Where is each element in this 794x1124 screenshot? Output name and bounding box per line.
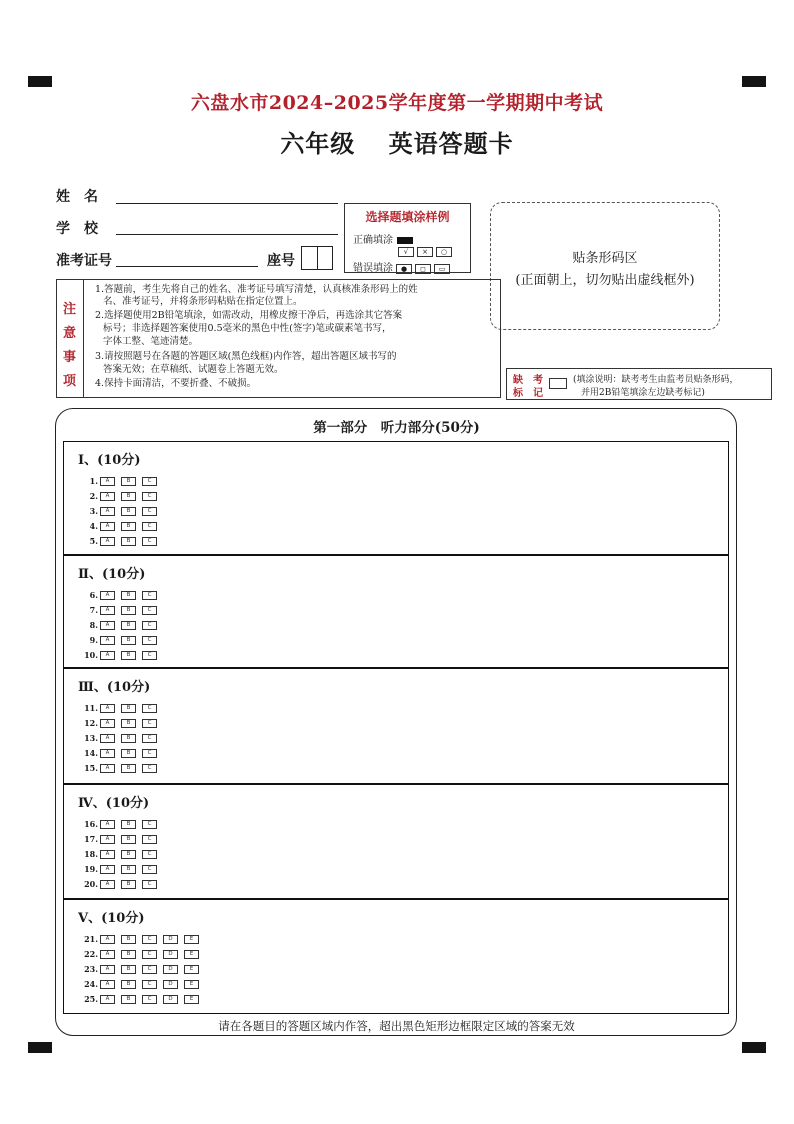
seat-number-box[interactable] (301, 246, 333, 270)
answer-bubble[interactable]: B (121, 950, 136, 959)
question-row (84, 505, 163, 517)
answer-bubble[interactable]: B (121, 591, 136, 600)
question-row (84, 535, 163, 547)
answer-bubble[interactable]: D (163, 965, 178, 974)
absent-mark-box (506, 368, 772, 400)
section-title: Ⅱ、(10分) (78, 567, 146, 582)
part1-title: 第一部分 听力部分(50分) (313, 420, 480, 436)
answer-bubble[interactable]: C (142, 492, 157, 501)
answer-bubble[interactable]: A (100, 704, 115, 713)
answer-bubble[interactable]: C (142, 734, 157, 743)
answer-bubble[interactable]: B (121, 865, 136, 874)
absent-label-2: 标 记 (513, 388, 543, 399)
registration-mark-bottom-right (742, 1042, 766, 1053)
answer-bubble[interactable]: C (142, 880, 157, 889)
answer-bubble[interactable]: E (184, 980, 199, 989)
answer-bubble[interactable]: A (100, 477, 115, 486)
answer-bubble[interactable]: D (163, 950, 178, 959)
answer-bubble[interactable]: C (142, 980, 157, 989)
answer-bubble[interactable]: A (100, 935, 115, 944)
answer-bubble[interactable]: D (163, 935, 178, 944)
answer-bubble[interactable]: C (142, 764, 157, 773)
answer-bubble[interactable]: E (184, 935, 199, 944)
question-number: 11. (84, 703, 98, 713)
answer-bubble[interactable]: C (142, 704, 157, 713)
answer-bubble[interactable]: B (121, 965, 136, 974)
question-row (84, 649, 163, 661)
question-number: 7. (89, 605, 98, 615)
question-number: 8. (89, 620, 98, 630)
answer-bubble[interactable]: B (121, 820, 136, 829)
answer-bubble[interactable]: C (142, 820, 157, 829)
barcode-title: 贴条形码区 (572, 251, 638, 266)
question-row (84, 717, 163, 729)
seat-box-divider (317, 247, 318, 269)
answer-bubble[interactable]: A (100, 850, 115, 859)
absent-instruction-2: 并用2B铅笔填涂左边缺考标记) (581, 388, 705, 398)
answer-bubble[interactable]: B (121, 507, 136, 516)
fill-sample-box (344, 203, 471, 273)
question-number: 4. (89, 521, 98, 531)
answer-bubble[interactable]: B (121, 492, 136, 501)
question-row (84, 490, 163, 502)
question-row (84, 762, 163, 774)
answer-bubble[interactable]: B (121, 522, 136, 531)
answer-bubble[interactable]: A (100, 980, 115, 989)
answer-bubble[interactable]: B (121, 995, 136, 1004)
answer-bubble[interactable]: A (100, 621, 115, 630)
answer-bubble[interactable]: B (121, 704, 136, 713)
wrong-fill-label: 错误填涂 (353, 263, 393, 274)
answer-bubble[interactable]: E (184, 965, 199, 974)
question-number: 1. (89, 476, 98, 486)
question-row (84, 993, 205, 1005)
exam-id-field[interactable] (116, 266, 258, 267)
wrong-mark-circle-icon: ○ (436, 247, 452, 257)
question-number: 18. (84, 849, 98, 859)
answer-bubble[interactable]: C (142, 865, 157, 874)
question-row (84, 863, 163, 875)
answer-bubble[interactable]: A (100, 492, 115, 501)
answer-section (63, 555, 729, 668)
question-row (84, 963, 205, 975)
notes-box (56, 279, 501, 398)
answer-bubble[interactable]: D (163, 980, 178, 989)
answer-bubble[interactable]: A (100, 880, 115, 889)
question-number: 10. (84, 650, 98, 660)
section-title: Ⅴ、(10分) (78, 911, 145, 926)
answer-bubble[interactable]: B (121, 719, 136, 728)
question-number: 13. (84, 733, 98, 743)
answer-bubble[interactable]: B (121, 734, 136, 743)
exam-id-label: 准考证号 (56, 253, 112, 269)
school-field[interactable] (116, 234, 338, 235)
name-field[interactable] (116, 203, 338, 204)
answer-bubble[interactable]: B (121, 880, 136, 889)
notes-heading: 注 意 事 项 (57, 280, 84, 397)
answer-bubble[interactable]: D (163, 995, 178, 1004)
answer-bubble[interactable]: A (100, 764, 115, 773)
wrong-fill-row-2 (353, 259, 450, 274)
answer-bubble[interactable]: C (142, 835, 157, 844)
answer-bubble[interactable]: A (100, 749, 115, 758)
question-row (84, 948, 205, 960)
question-number: 15. (84, 763, 98, 773)
answer-bubble[interactable]: A (100, 522, 115, 531)
question-row (84, 732, 163, 744)
wrong-mark-dot-icon: ● (396, 264, 412, 274)
name-label: 姓 名 (56, 189, 98, 205)
answer-bubble[interactable]: C (142, 537, 157, 546)
wrong-mark-check-icon: √ (398, 247, 414, 257)
answer-bubble[interactable]: A (100, 651, 115, 660)
question-number: 24. (84, 979, 98, 989)
answer-bubble[interactable]: A (100, 537, 115, 546)
wrong-mark-cross-icon: × (417, 247, 433, 257)
footer-notice: 请在各题目的答题区域内作答，超出黑色矩形边框限定区域的答案无效 (218, 1019, 575, 1033)
question-number: 17. (84, 834, 98, 844)
answer-bubble[interactable]: C (142, 591, 157, 600)
answer-bubble[interactable]: C (142, 636, 157, 645)
question-row (84, 818, 163, 830)
question-row (84, 933, 205, 945)
wrong-mark-slash-icon: ▭ (434, 264, 450, 274)
question-number: 3. (89, 506, 98, 516)
wrong-mark-partial-icon: ◻ (415, 264, 431, 274)
answer-bubble[interactable]: B (121, 835, 136, 844)
answer-section (63, 668, 729, 784)
answer-bubble[interactable]: A (100, 606, 115, 615)
question-row (84, 747, 163, 759)
answer-bubble[interactable]: B (121, 621, 136, 630)
answer-bubble[interactable]: E (184, 995, 199, 1004)
card-title (0, 124, 794, 159)
question-number: 19. (84, 864, 98, 874)
note-line: 字体工整、笔迹清楚。 (103, 336, 199, 347)
school-label: 学 校 (56, 221, 98, 237)
answer-bubble[interactable]: C (142, 995, 157, 1004)
question-row (84, 520, 163, 532)
answer-bubble[interactable]: C (142, 477, 157, 486)
answer-bubble[interactable]: B (121, 606, 136, 615)
answer-bubble[interactable]: B (121, 537, 136, 546)
absent-label: 缺 考 (513, 375, 543, 386)
filled-mark-icon (397, 237, 413, 244)
answer-bubble[interactable]: A (100, 820, 115, 829)
note-line: 4.保持卡面清洁，不要折叠、不破损。 (95, 378, 257, 389)
answer-bubble[interactable]: A (100, 965, 115, 974)
question-row (84, 833, 163, 845)
barcode-area (490, 202, 720, 330)
fill-sample-title: 选择题填涂样例 (365, 210, 450, 224)
absent-checkbox[interactable] (549, 378, 567, 389)
answer-bubble[interactable]: C (142, 749, 157, 758)
answer-bubble[interactable]: B (121, 935, 136, 944)
barcode-instruction: (正面朝上，切勿贴出虚线框外) (515, 273, 695, 288)
answer-bubble[interactable]: C (142, 522, 157, 531)
section-title: Ⅲ、(10分) (78, 680, 151, 695)
question-number: 14. (84, 748, 98, 758)
answer-bubble[interactable]: A (100, 507, 115, 516)
question-row (84, 878, 163, 890)
question-number: 21. (84, 934, 98, 944)
question-number: 9. (89, 635, 98, 645)
answer-bubble[interactable]: B (121, 980, 136, 989)
correct-fill-row (353, 231, 413, 246)
question-row (84, 978, 205, 990)
note-line: 答案无效；在草稿纸、试题卷上答题无效。 (103, 364, 284, 375)
answer-bubble[interactable]: C (142, 850, 157, 859)
answer-bubble[interactable]: C (142, 719, 157, 728)
question-number: 23. (84, 964, 98, 974)
absent-instruction: (填涂说明：缺考考生由监考员贴条形码， (573, 375, 739, 385)
answer-bubble[interactable]: A (100, 950, 115, 959)
answer-bubble[interactable]: C (142, 507, 157, 516)
answer-section (63, 899, 729, 1014)
question-row (84, 604, 163, 616)
answer-section (63, 441, 729, 555)
registration-mark-top-right (742, 76, 766, 87)
card-label: 英语答题卡 (388, 129, 514, 158)
question-number: 25. (84, 994, 98, 1004)
answer-bubble[interactable]: A (100, 865, 115, 874)
question-row (84, 634, 163, 646)
answer-bubble[interactable]: B (121, 749, 136, 758)
note-line: 2.选择题使用2B铅笔填涂，如需改动，用橡皮擦干净后，再选涂其它答案 (95, 310, 403, 321)
note-line: 标号；非选择题答案使用0.5毫米的黑色中性(签字)笔或碳素笔书写， (103, 323, 392, 334)
answer-bubble[interactable]: A (100, 719, 115, 728)
answer-bubble[interactable]: C (142, 621, 157, 630)
question-number: 16. (84, 819, 98, 829)
answer-bubble[interactable]: A (100, 835, 115, 844)
answer-bubble[interactable]: A (100, 995, 115, 1004)
registration-mark-top-left (28, 76, 52, 87)
question-number: 2. (89, 491, 98, 501)
question-row (84, 619, 163, 631)
exam-title: 六盘水市2024–2025学年度第一学期期中考试 (190, 92, 604, 114)
answer-bubble[interactable]: C (142, 935, 157, 944)
answer-bubble[interactable]: B (121, 636, 136, 645)
question-number: 6. (89, 590, 98, 600)
answer-bubble[interactable]: C (142, 651, 157, 660)
section-title: Ⅰ、(10分) (78, 453, 141, 468)
question-number: 20. (84, 879, 98, 889)
answer-bubble[interactable]: E (184, 950, 199, 959)
answer-bubble[interactable]: B (121, 651, 136, 660)
grade-label: 六年级 (280, 129, 356, 158)
question-row (84, 702, 163, 714)
answer-bubble[interactable]: A (100, 734, 115, 743)
answer-bubble[interactable]: B (121, 850, 136, 859)
section-title: Ⅳ、(10分) (78, 796, 150, 811)
question-row (84, 589, 163, 601)
wrong-fill-row (353, 246, 452, 257)
answer-section (63, 784, 729, 899)
answer-bubble[interactable]: A (100, 636, 115, 645)
question-row (84, 848, 163, 860)
question-number: 22. (84, 949, 98, 959)
question-number: 5. (89, 536, 98, 546)
answer-bubble[interactable]: A (100, 591, 115, 600)
answer-bubble[interactable]: C (142, 606, 157, 615)
correct-fill-label: 正确填涂 (353, 235, 393, 246)
note-line: 3.请按照题号在各题的答题区域(黑色线框)内作答，超出答题区域书写的 (95, 351, 397, 362)
answer-bubble[interactable]: B (121, 764, 136, 773)
note-line: 名、准考证号，并将条形码粘贴在指定位置上。 (103, 296, 303, 307)
seat-label: 座号 (267, 253, 295, 269)
answer-bubble[interactable]: C (142, 965, 157, 974)
question-number: 12. (84, 718, 98, 728)
note-line: 1.答题前，考生先将自己的姓名、准考证号填写清楚，认真核准条形码上的姓 (95, 284, 418, 295)
question-row (84, 475, 163, 487)
registration-mark-bottom-left (28, 1042, 52, 1053)
answer-bubble[interactable]: B (121, 477, 136, 486)
answer-bubble[interactable]: C (142, 950, 157, 959)
